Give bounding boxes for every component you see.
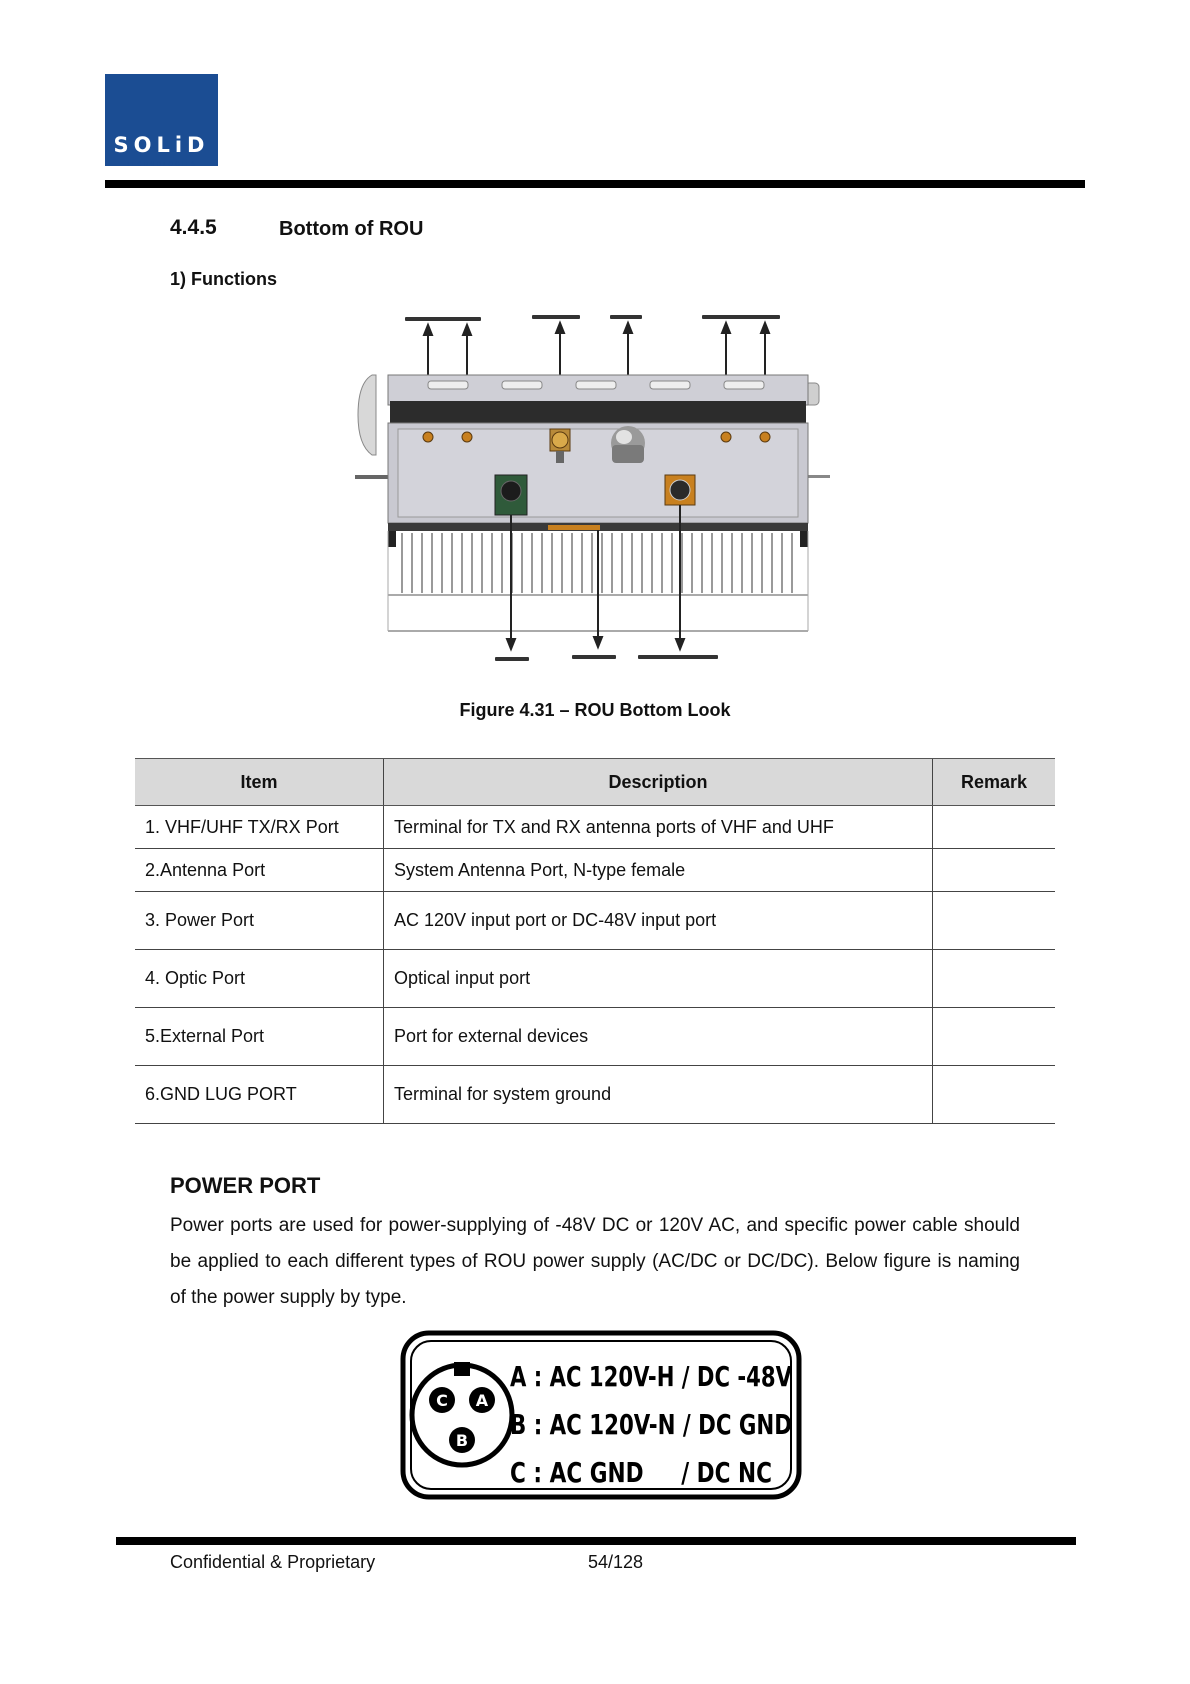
figure-caption: Figure 4.31 – ROU Bottom Look bbox=[459, 700, 731, 720]
cell-item: 3. Power Port bbox=[135, 892, 384, 950]
cell-item: 5.External Port bbox=[135, 1008, 384, 1066]
header-remark: Remark bbox=[933, 759, 1056, 806]
power-port-paragraph: Power ports are used for power-supplying of -48V DC or 120V AC, and specific power cable should be applied to each different types of ROU power supply (AC/DC or DC/DC). Below figure is naming of the power supply by type. bbox=[170, 1215, 1020, 1308]
cell-description: System Antenna Port, N-type female bbox=[384, 849, 933, 892]
page-number: 54/128 bbox=[588, 1552, 644, 1572]
port-function-table bbox=[135, 758, 1055, 1124]
power-pin-label bbox=[400, 1330, 802, 1500]
table-header-row bbox=[135, 759, 1055, 806]
section-number: 4.4.5 bbox=[170, 216, 217, 239]
section-title: Bottom of ROU bbox=[279, 218, 424, 240]
cell-remark bbox=[933, 892, 1056, 950]
table-row bbox=[135, 892, 1055, 950]
pin-c-label: C bbox=[436, 1391, 448, 1410]
rou-bottom-illustration bbox=[350, 305, 840, 670]
cell-item: 6.GND LUG PORT bbox=[135, 1066, 384, 1124]
cell-description: AC 120V input port or DC-48V input port bbox=[384, 892, 933, 950]
cell-remark bbox=[933, 1008, 1056, 1066]
power-pin-diagram bbox=[400, 1330, 802, 1500]
cell-remark bbox=[933, 1066, 1056, 1124]
table-row bbox=[135, 1008, 1055, 1066]
pin-b-label: B bbox=[455, 1431, 469, 1450]
cell-description: Port for external devices bbox=[384, 1008, 933, 1066]
logo-text: SOLiD bbox=[113, 133, 210, 157]
pin-a-description: A : AC 120V-H / DC -48V bbox=[510, 1360, 793, 1393]
table-row bbox=[135, 806, 1055, 849]
cell-remark bbox=[933, 806, 1056, 849]
pin-b-description: B : AC 120V-N / DC GND bbox=[510, 1408, 792, 1441]
cell-item: 1. VHF/UHF TX/RX Port bbox=[135, 806, 384, 849]
pin-a-label: A bbox=[475, 1391, 489, 1410]
header-item: Item bbox=[135, 759, 384, 806]
cell-description: Terminal for system ground bbox=[384, 1066, 933, 1124]
footer-confidential: Confidential & Proprietary bbox=[170, 1552, 376, 1572]
table-row bbox=[135, 849, 1055, 892]
functions-subheading: 1) Functions bbox=[170, 269, 277, 289]
header-description: Description bbox=[384, 759, 933, 806]
pin-c-description: C : AC GND / DC NC bbox=[510, 1456, 772, 1489]
cell-item: 2.Antenna Port bbox=[135, 849, 384, 892]
header-rule bbox=[105, 180, 1085, 188]
table-row bbox=[135, 1066, 1055, 1124]
cell-remark bbox=[933, 849, 1056, 892]
footer-rule bbox=[116, 1537, 1076, 1545]
power-port-heading: POWER PORT bbox=[170, 1173, 321, 1198]
company-logo bbox=[105, 74, 218, 171]
cell-item: 4. Optic Port bbox=[135, 950, 384, 1008]
rou-bottom-figure bbox=[350, 305, 840, 670]
cell-description: Optical input port bbox=[384, 950, 933, 1008]
cell-remark bbox=[933, 950, 1056, 1008]
table-row bbox=[135, 950, 1055, 1008]
cell-description: Terminal for TX and RX antenna ports of VHF and UHF bbox=[384, 806, 933, 849]
logo-subtext: TECHNOLOGIES bbox=[125, 161, 198, 168]
